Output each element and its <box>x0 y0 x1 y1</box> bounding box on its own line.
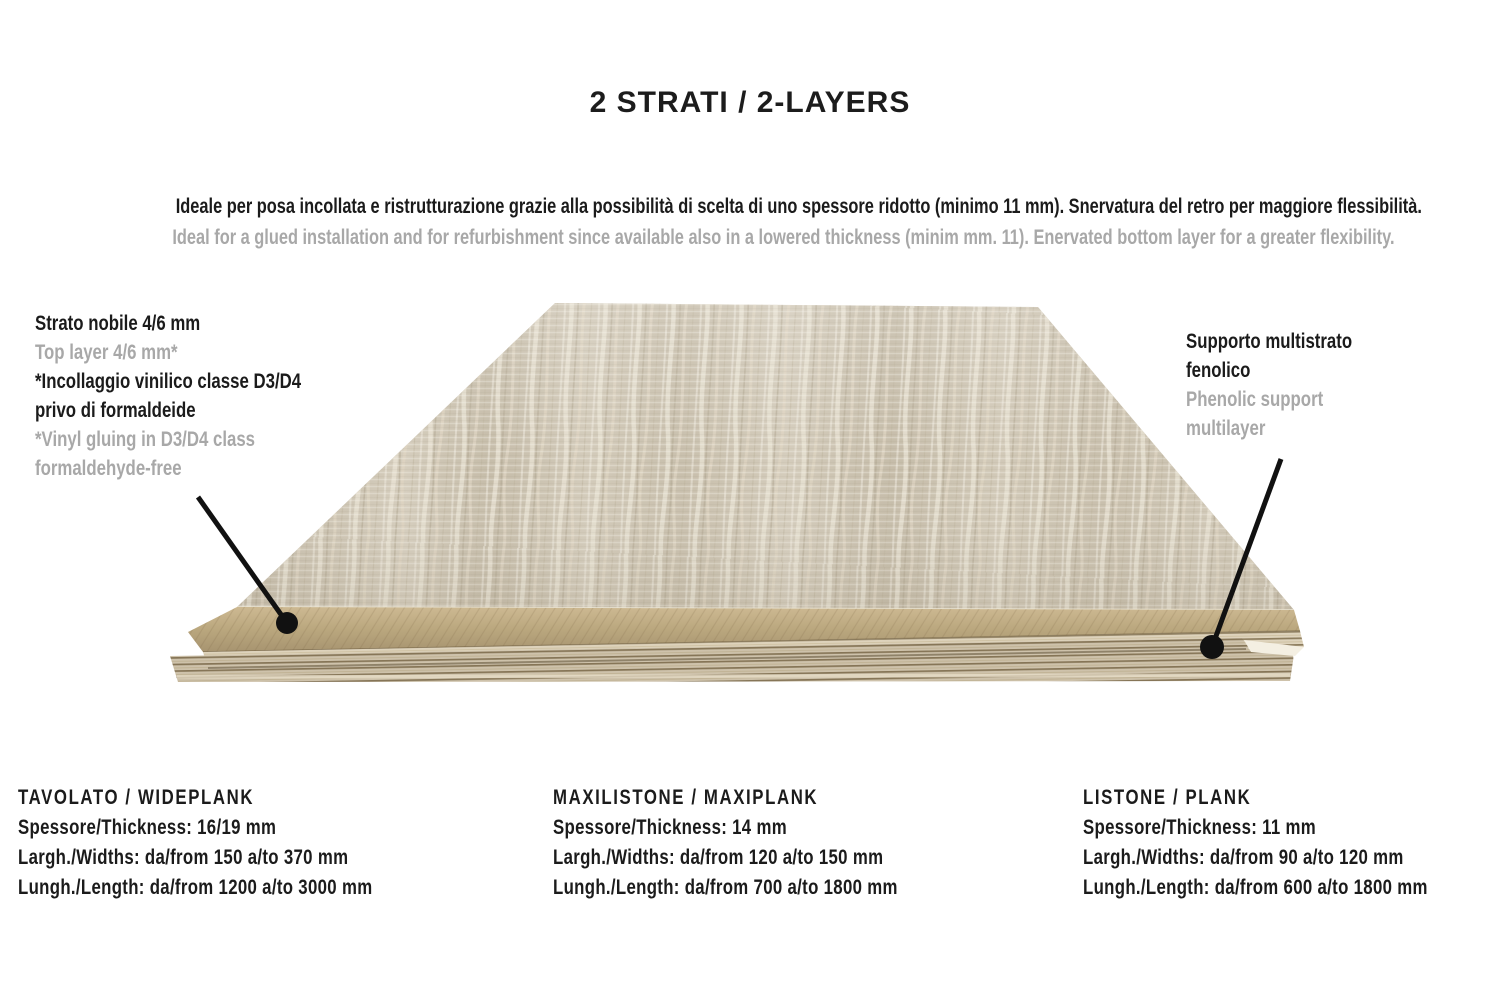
intro-english: Ideal for a glued installation and for refurbishment since available also in a lowered thickness (minim mm. 11). Enervated bottom layer for a greater flexibility. <box>172 226 1395 249</box>
support-label-it-2: fenolico <box>1186 359 1251 382</box>
spec-maxiplank-thickness: Spessore/Thickness: 14 mm <box>553 816 787 839</box>
top-layer-label-en: Top layer 4/6 mm* <box>35 341 178 364</box>
plank-top-face <box>237 303 1294 610</box>
spec-wideplank <box>18 783 372 903</box>
spec-plank <box>1083 783 1428 903</box>
annotation-support <box>1186 327 1352 443</box>
support-label-en-1: Phenolic support <box>1186 388 1324 411</box>
spec-plank-widths: Largh./Widths: da/from 90 a/to 120 mm <box>1083 846 1404 869</box>
intro-text <box>0 191 1500 253</box>
top-layer-label-it: Strato nobile 4/6 mm <box>35 312 201 335</box>
support-label-it-1: Supporto multistrato <box>1186 330 1353 353</box>
support-label-en-2: multilayer <box>1186 417 1266 440</box>
leader-dot-left <box>276 612 298 634</box>
intro-italian: Ideale per posa incollata e ristrutturazione grazie alla possibilità di scelta di uno spessore ridotto (minimo 11 mm). Snervatura del retro per maggiore flessibilità. <box>175 195 1422 218</box>
spec-maxiplank <box>553 783 898 903</box>
page-title-row <box>0 86 1500 120</box>
spec-maxiplank-widths: Largh./Widths: da/from 120 a/to 150 mm <box>553 846 884 869</box>
page-title: 2 STRATI / 2-LAYERS <box>589 86 911 119</box>
spec-maxiplank-name: MAXILISTONE / MAXIPLANK <box>553 786 819 809</box>
spec-wideplank-length: Lungh./Length: da/from 1200 a/to 3000 mm <box>18 876 373 899</box>
top-layer-note-en-1: *Vinyl gluing in D3/D4 class <box>35 428 256 451</box>
spec-plank-length: Lungh./Length: da/from 600 a/to 1800 mm <box>1083 876 1428 899</box>
top-layer-note-it-2: privo di formaldeide <box>35 399 196 422</box>
spec-wideplank-widths: Largh./Widths: da/from 150 a/to 370 mm <box>18 846 349 869</box>
annotation-top-layer <box>35 309 301 483</box>
top-layer-note-it-1: *Incollaggio vinilico classe D3/D4 <box>35 370 302 393</box>
spec-maxiplank-length: Lungh./Length: da/from 700 a/to 1800 mm <box>553 876 898 899</box>
spec-plank-thickness: Spessore/Thickness: 11 mm <box>1083 816 1317 839</box>
spec-wideplank-thickness: Spessore/Thickness: 16/19 mm <box>18 816 277 839</box>
top-layer-note-en-2: formaldehyde-free <box>35 457 182 480</box>
leader-dot-right <box>1200 635 1224 659</box>
spec-wideplank-name: TAVOLATO / WIDEPLANK <box>18 786 255 809</box>
spec-plank-name: LISTONE / PLANK <box>1083 786 1252 809</box>
